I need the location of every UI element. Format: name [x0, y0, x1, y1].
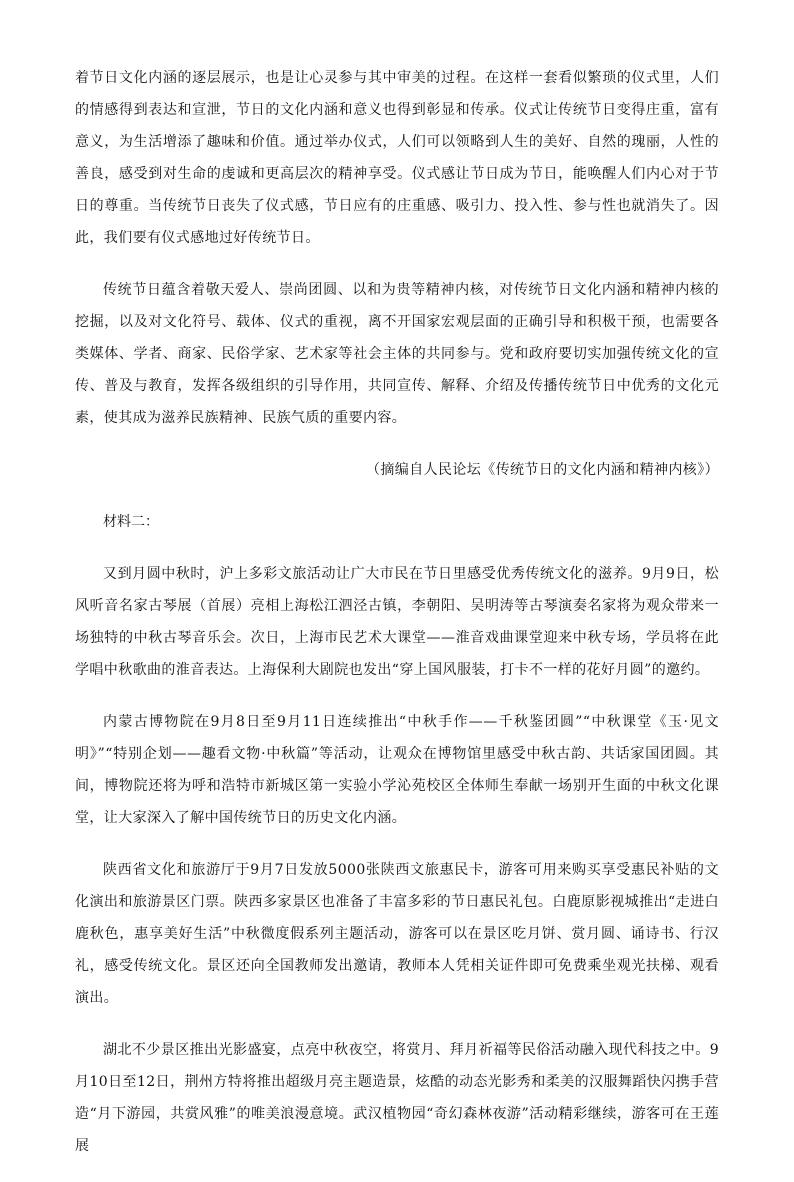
body-paragraph-4: 内蒙古博物院在9月8日至9月11日连续推出“中秋手作——千秋鉴团圆”“中秋课堂《玉·见文明》”“特别企划——趣看文物·中秋篇”等活动，让观众在博物馆里感受中秋古韵、共话家国团圆。其间，博物院还将为呼和浩特市新城区第一实验小学沁苑校区全体师生奉献一场别开生面的中秋文化课堂，让大家深入了解中国传统节日的历史文化内涵。 [75, 714, 719, 826]
body-paragraph-3: 又到月圆中秋时，沪上多彩文旅活动让广大市民在节日里感受优秀传统文化的滋养。9月9日，松风听音名家古琴展（首展）亮相上海松江泗泾古镇，李朝阳、吴明涛等古琴演奏名家将为观众带来一场独特的中秋古琴音乐会。次日，上海市民艺术大课堂——淮音戏曲课堂迎来中秋专场，学员将在此学唱中秋歌曲的淮音表达。上海保利大剧院也发出“穿上国风服装，打卡不一样的花好月圆”的邀约。 [75, 566, 719, 678]
document-page [75, 62, 719, 1182]
material-two-label: 材料二： [103, 514, 159, 530]
body-paragraph-6: 湖北不少景区推出光影盛宴，点亮中秋夜空，将赏月、拜月祈福等民俗活动融入现代科技之中。9月10日至12日，荆州方特将推出超级月亮主题造景，炫酷的动态光影秀和柔美的汉服舞蹈快闪携手营造“月下游园，共赏风雅”的唯美浪漫意境。武汉植物园“奇幻森林夜游”活动精彩继续，游客可在王莲展 [75, 1042, 719, 1154]
source-citation: （摘编自人民论坛《传统节日的文化内涵和精神内核》） [366, 462, 719, 478]
body-paragraph-5: 陕西省文化和旅游厅于9月7日发放5000张陕西文旅惠民卡，游客可用来购买享受惠民补贴的文化演出和旅游景区门票。陕西多家景区也准备了丰富多彩的节日惠民礼包。白鹿原影视城推出“走进白鹿秋色，惠享美好生活”中秋微度假系列主题活动，游客可以在景区吃月饼、赏月圆、诵诗书、行汉礼，感受传统文化。景区还向全国教师发出邀请，教师本人凭相关证件即可免费乘坐观光扶梯、观看演出。 [75, 862, 719, 1006]
body-paragraph-1: 着节日文化内涵的逐层展示，也是让心灵参与其中审美的过程。在这样一套看似繁琐的仪式里，人们的情感得到表达和宣泄，节日的文化内涵和意义也得到彰显和传承。仪式让传统节日变得庄重，富有意义，为生活增添了趣味和价值。通过举办仪式，人们可以领略到人生的美好、自然的瑰丽，人性的善良，感受到对生命的虔诚和更高层次的精神享受。仪式感让节日成为节日，能唤醒人们内心对于节日的尊重。当传统节日丧失了仪式感，节日应有的庄重感、吸引力、投入性、参与性也就消失了。因此，我们要有仪式感地过好传统节日。 [75, 70, 719, 246]
body-paragraph-2: 传统节日蕴含着敬天爱人、崇尚团圆、以和为贵等精神内核，对传统节日文化内涵和精神内核的挖掘，以及对文化符号、载体、仪式的重视，离不开国家宏观层面的正确引导和积极干预，也需要各类媒体、学者、商家、民俗学家、艺术家等社会主体的共同参与。党和政府要切实加强传统文化的宣传、普及与教育，发挥各级组织的引导作用，共同宣传、解释、介绍及传播传统节日中优秀的文化元素，使其成为滋养民族精神、民族气质的重要内容。 [75, 282, 719, 426]
